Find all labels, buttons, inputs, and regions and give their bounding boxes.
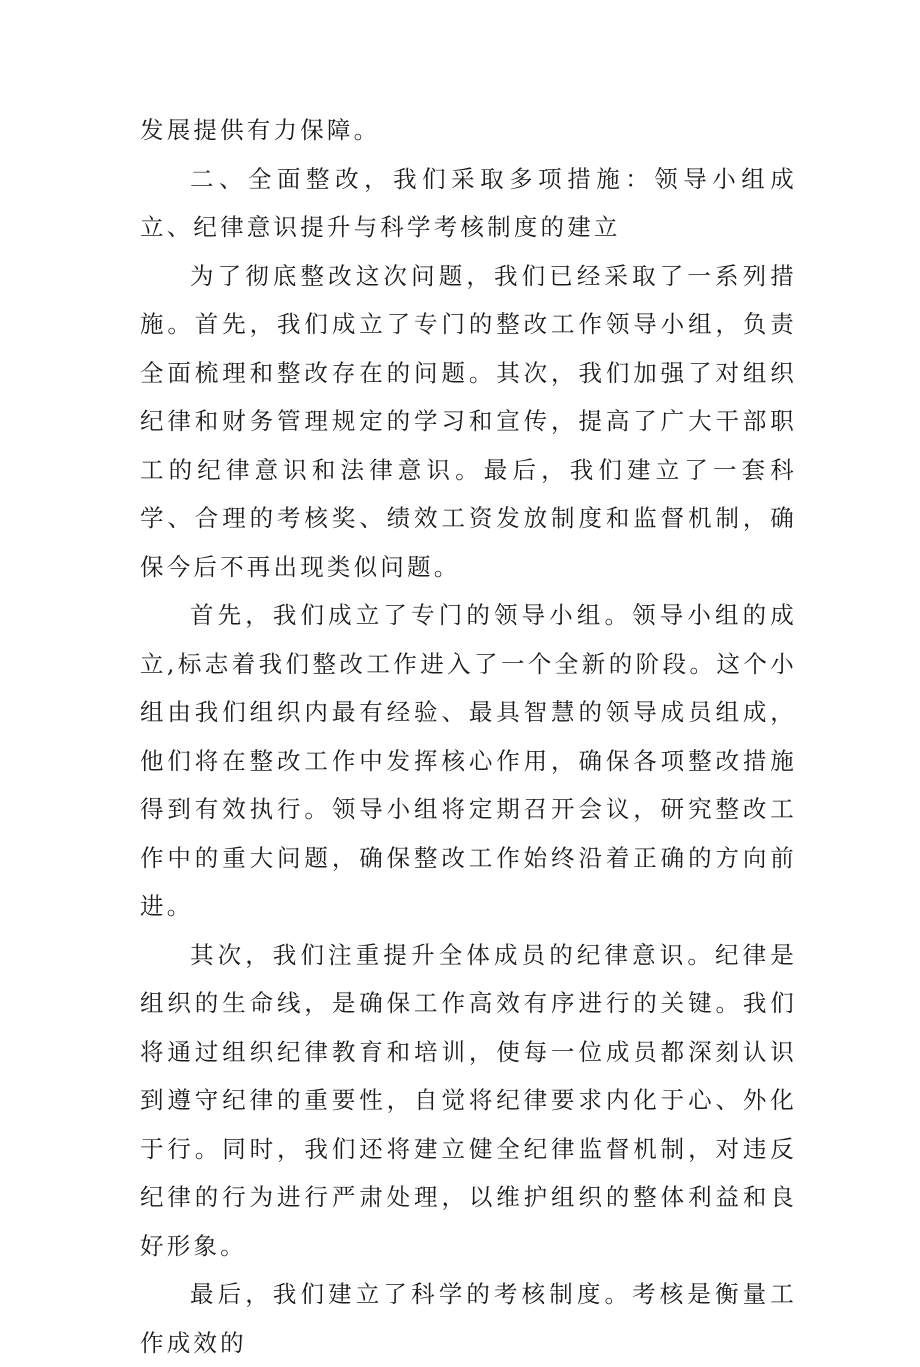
paragraph-discipline: 其次，我们注重提升全体成员的纪律意识。纪律是组织的生命线，是确保工作高效有序进行的关键。我们将通过组织纪律教育和培训，使每一位成员都深刻认识到遵守纪律的重要性，自觉将纪律要求内化于心、外化于行。同时，我们还将建立健全纪律监督机制，对违反纪律的行为进行严肃处理，以维护组织的整体利益和良好形象。 — [140, 940, 797, 1260]
paragraph-continuation: 发展提供有力保障。 — [140, 116, 381, 144]
paragraph-measures: 为了彻底整改这次问题，我们已经采取了一系列措施。首先，我们成立了专门的整改工作领导小组，负责全面梳理和整改存在的问题。其次，我们加强了对组织纪律和财务管理规定的学习和宣传，提高了广大干部职工的纪律意识和法律意识。最后，我们建立了一套科学、合理的考核奖、绩效工资发放制度和监督机制，确保今后不再出现类似问题。 — [140, 261, 797, 581]
section-heading: 二、全面整改，我们采取多项措施：领导小组成立、纪律意识提升与科学考核制度的建立 — [140, 164, 797, 241]
paragraph-leadership-group: 首先，我们成立了专门的领导小组。领导小组的成立,标志着我们整改工作进入了一个全新的阶段。这个小组由我们组织内最有经验、最具智慧的领导成员组成，他们将在整改工作中发挥核心作用，确保各项整改措施得到有效执行。领导小组将定期召开会议，研究整改工作中的重大问题，确保整改工作始终沿着正确的方向前进。 — [140, 601, 797, 920]
document-body — [140, 106, 797, 1367]
paragraph-assessment: 最后，我们建立了科学的考核制度。考核是衡量工作成效的 — [140, 1280, 797, 1357]
